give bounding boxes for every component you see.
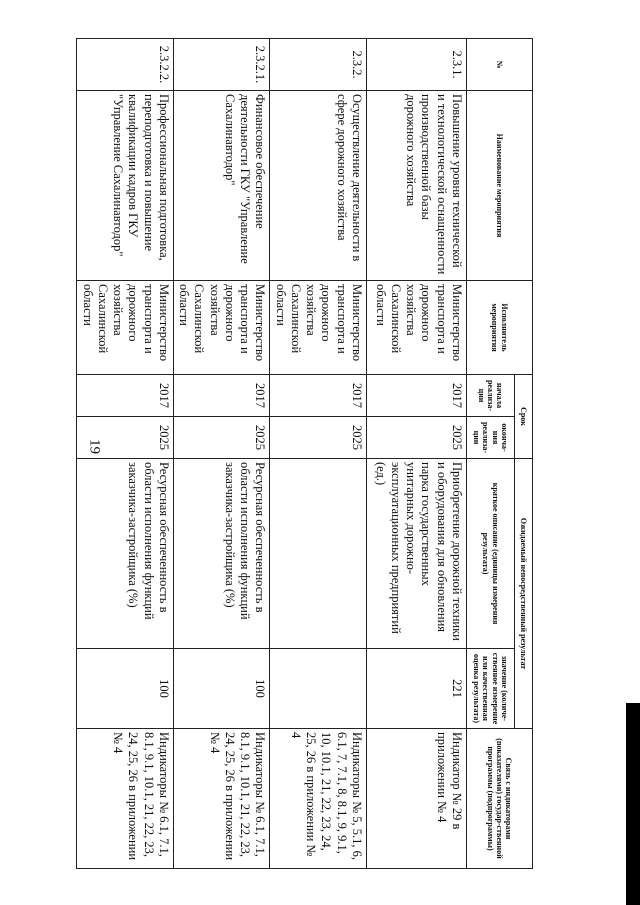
- table-row: [367, 39, 467, 869]
- header-num: №: [467, 39, 533, 91]
- header-executor: Исполнитель мероприятия: [467, 281, 533, 375]
- row-executor: Министерство транспорта и дорожного хозяйства Сахалинской области: [367, 281, 467, 375]
- row-num: 2.3.2.1.: [174, 39, 271, 91]
- header-result-desc: краткое описание (единицы измерения результата): [467, 459, 515, 649]
- row-link: Индикаторы № 5, 5.1, 6, 6.1, 7, 7.1, 8, 8.1, 9, 9.1, 10, 10.1, 21, 22, 23, 24, 25, 26 в приложении № 4: [270, 729, 367, 869]
- row-end: 2025: [367, 417, 467, 459]
- row-value: 221: [367, 649, 467, 729]
- header-term: Срок: [515, 375, 533, 459]
- row-start: 2017: [174, 375, 271, 417]
- row-value: 100: [77, 649, 174, 729]
- row-link: Индикатор № 29 в приложении № 4: [367, 729, 467, 869]
- table-row: [174, 39, 271, 869]
- row-executor: Министерство транспорта и дорожного хозяйства Сахалинской области: [174, 281, 271, 375]
- header-term-start: начала реализа-ции: [467, 375, 515, 417]
- row-executor: Министерство транспорта и дорожного хозяйства Сахалинской области: [77, 281, 174, 375]
- row-value: [270, 649, 367, 729]
- scan-edge-bar: [626, 703, 640, 905]
- row-desc: Приобретение дорожной техники и оборудования для обновления парка государственных унитарных дорожно-эксплуатационных предприятий (ед.): [367, 459, 467, 649]
- row-name: Профессиональная подготовка, переподготовка и повышение квалификации кадров ГКУ "Управление Сахалинавтодор": [77, 91, 174, 281]
- header-result: Ожидаемый непосредственный результат: [515, 459, 533, 729]
- table-row: [77, 39, 174, 869]
- row-name: Финансовое обеспечение деятельности ГКУ "Управление Сахалинавтодор": [174, 91, 271, 281]
- page-number: 19: [86, 439, 103, 454]
- measures-table-sheet: [80, 38, 533, 868]
- row-start: 2017: [77, 375, 174, 417]
- row-start: 2017: [367, 375, 467, 417]
- row-executor: Министерство транспорта и дорожного хозяйства Сахалинской области: [270, 281, 367, 375]
- row-name: Повышение уровня технической и технологической оснащенности производственной базы дорожного хозяйства: [367, 91, 467, 281]
- row-link: Индикаторы № 6.1, 7.1, 8.1, 9.1, 10.1, 21, 22, 23, 24, 25, 26 в приложении № 4: [77, 729, 174, 869]
- measures-table: [77, 38, 534, 869]
- header-name: Наименование мероприятия: [467, 91, 533, 281]
- row-end: 2025: [270, 417, 367, 459]
- row-desc: Ресурсная обеспеченность в области исполнения функций заказчика-застройщика (%): [77, 459, 174, 649]
- row-value: 100: [174, 649, 271, 729]
- row-desc: [270, 459, 367, 649]
- table-row: [270, 39, 367, 869]
- row-num: 2.3.1.: [367, 39, 467, 91]
- header-link: Связь с индикаторами (показателями) государ-ственной программы (подпрограммы): [467, 729, 533, 869]
- header-term-end: оконча-ния реализа-ции: [467, 417, 515, 459]
- header-result-value: значение (количе-ственное измерение или качественная оценка результата): [467, 649, 515, 729]
- row-desc: Ресурсная обеспеченность в области исполнения функций заказчика-застройщика (%): [174, 459, 271, 649]
- row-end: 2025: [77, 417, 174, 459]
- row-name: Осуществление деятельности в сфере дорожного хозяйства: [270, 91, 367, 281]
- row-num: 2.3.2.: [270, 39, 367, 91]
- row-start: 2017: [270, 375, 367, 417]
- row-link: Индикаторы № 6.1, 7.1, 8.1, 9.1, 10.1, 21, 22, 23, 24, 25, 26 в приложении № 4: [174, 729, 271, 869]
- row-end: 2025: [174, 417, 271, 459]
- row-num: 2.3.2.2.: [77, 39, 174, 91]
